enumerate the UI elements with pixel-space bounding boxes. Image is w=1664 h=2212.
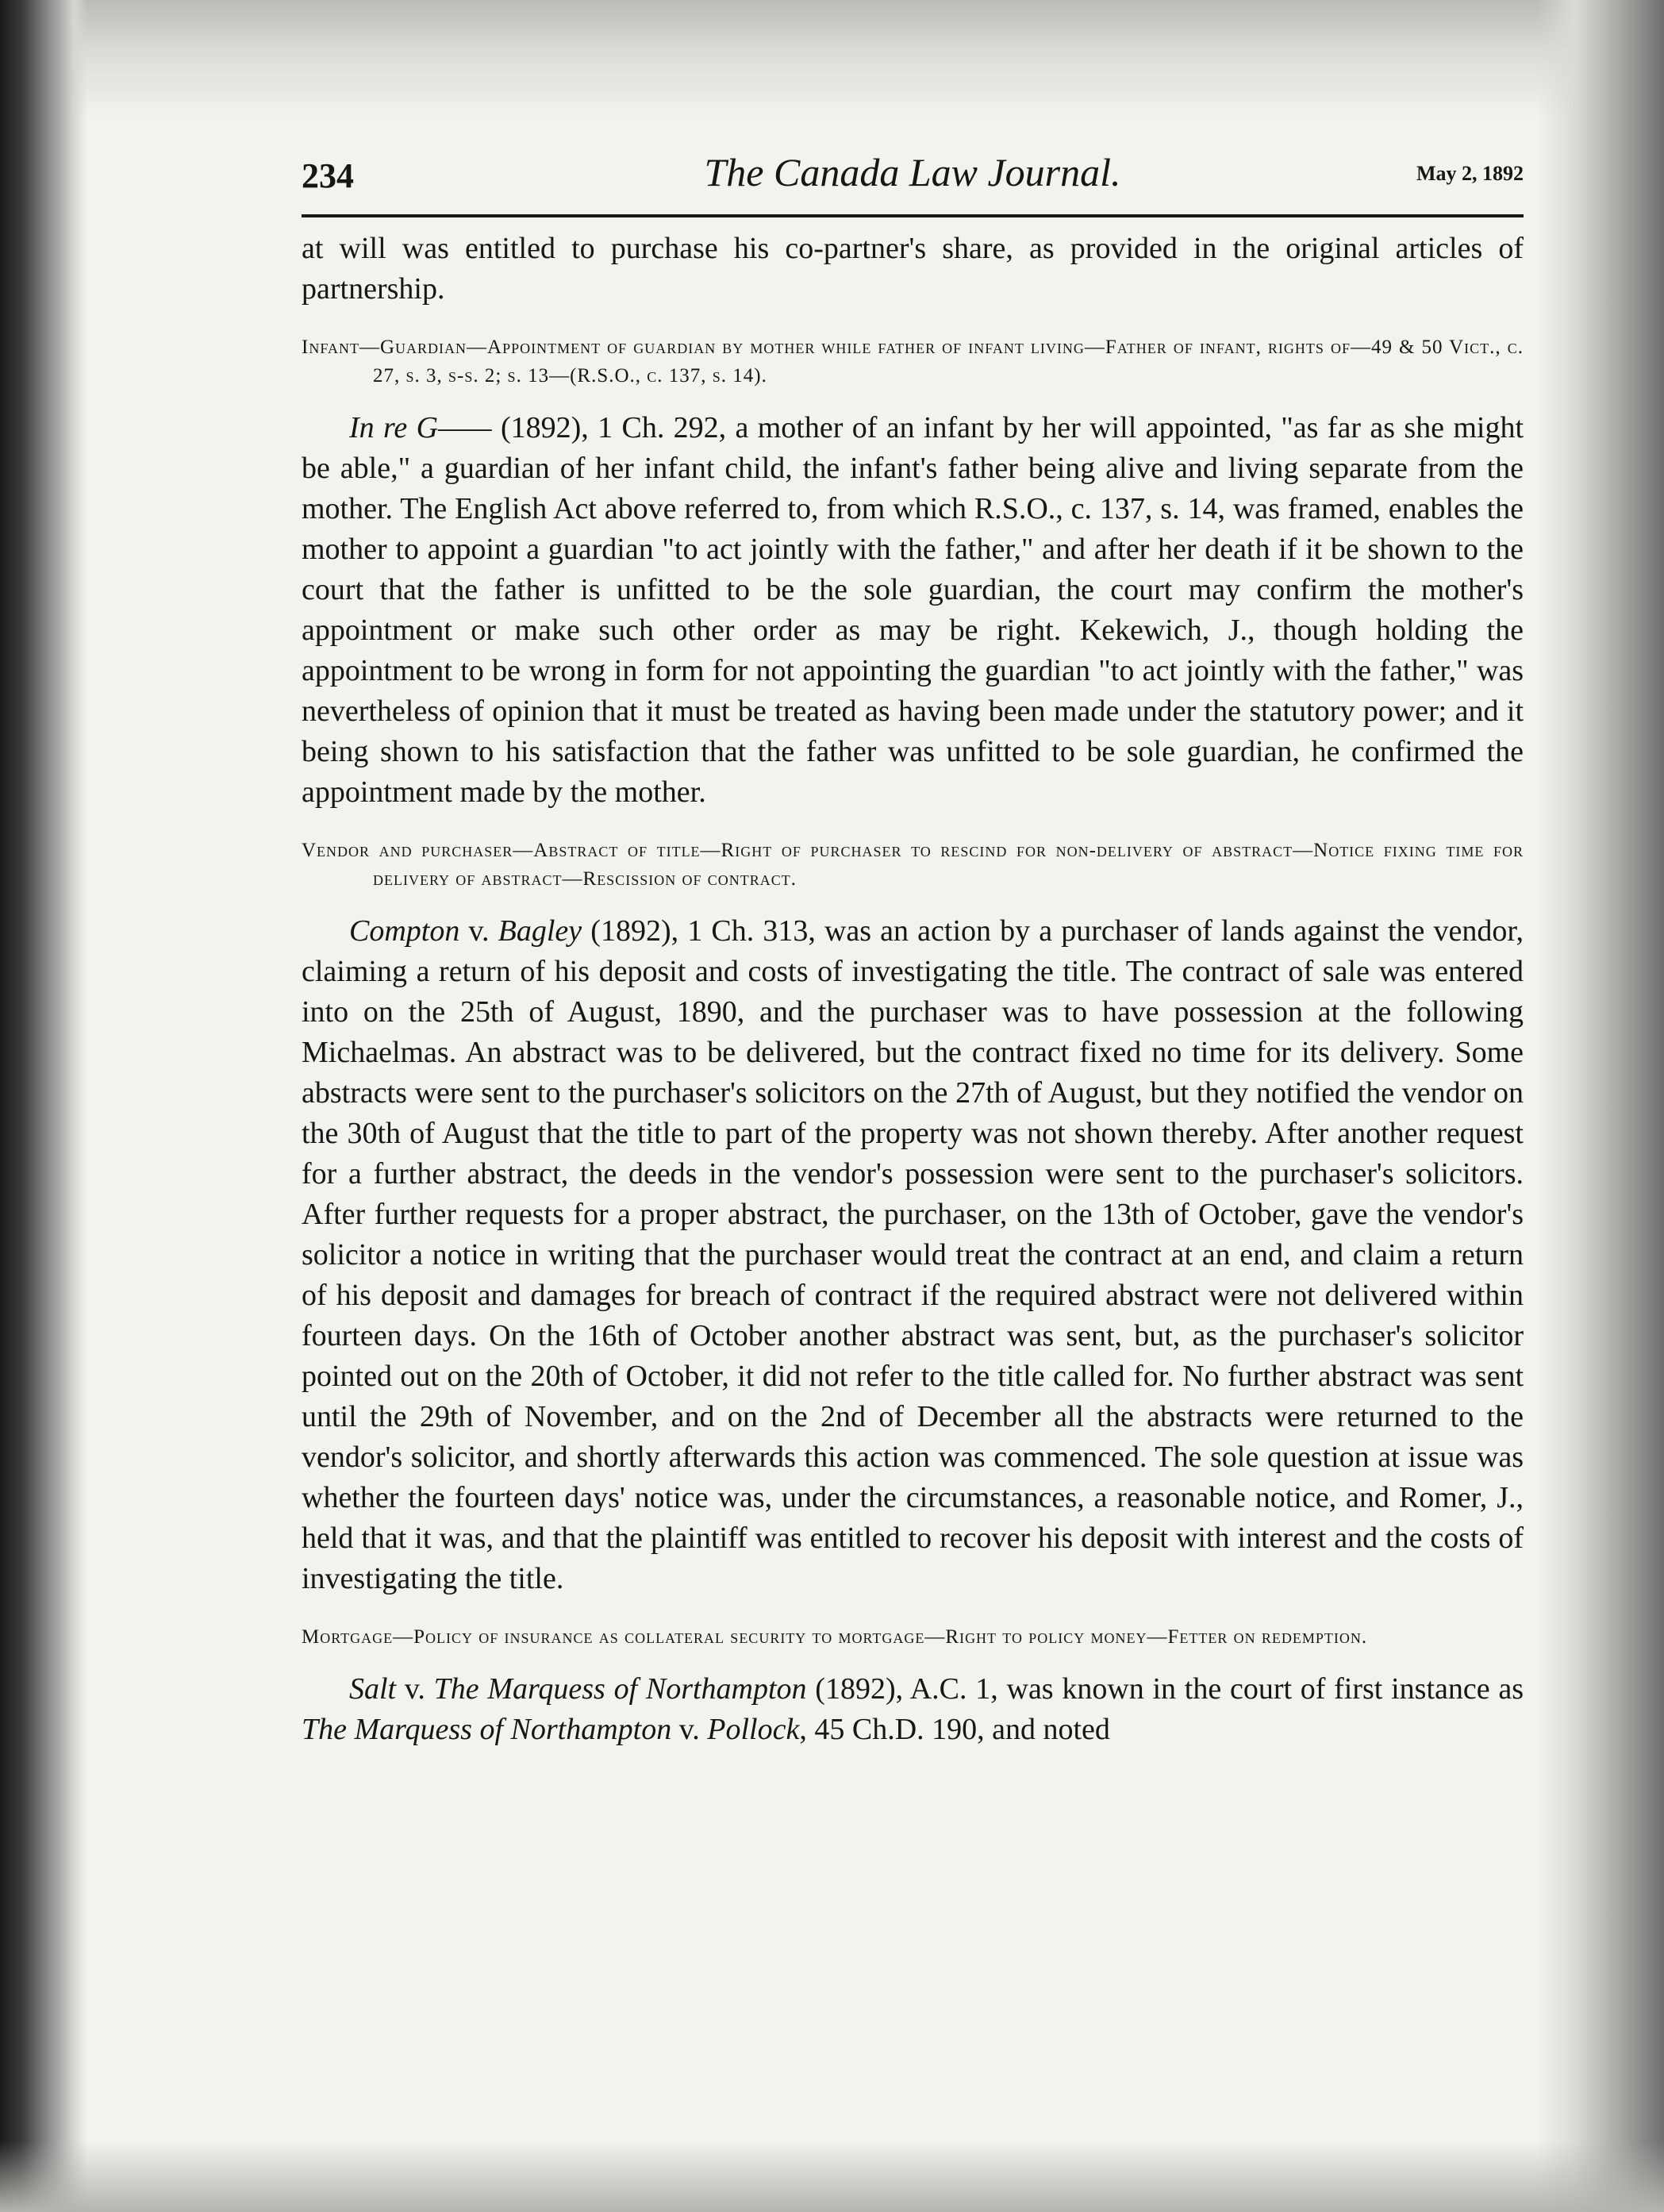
- scan-bottom-edge: [0, 2141, 1664, 2212]
- paragraph-text: (1892), A.C. 1, was known in the court of first instance as: [806, 1672, 1524, 1706]
- page-header: [302, 143, 1524, 214]
- case-name-plaintiff-first-instance: The Marquess of Northampton: [302, 1713, 672, 1746]
- case-name-defendant: Bagley: [498, 914, 582, 948]
- section-paragraph-mortgage: [302, 1669, 1524, 1750]
- opening-paragraph: at will was entitled to purchase his co-partner's share, as provided in the original articles of partnership.: [302, 232, 1524, 306]
- scan-right-edge: [1537, 0, 1664, 2212]
- case-name-plaintiff: Salt: [349, 1672, 397, 1706]
- paragraph-text: (1892), 1 Ch. 313, was an action by a purchaser of lands against the vendor, claiming a return of his deposit and costs of investigating the title. The contract of sale was entered into on the 25th of August, 1890, and the purchaser was to have possession at the following Michaelmas. An abstract was to be delivered, but the contract fixed no time for its delivery. Some abstracts were sent to the purchaser's solicitors on the 27th of August, but they notified the vendor on the 30th of August that the title to part of the property was not shown thereby. After another request for a further abstract, the deeds in the vendor's possession were sent to the purchaser's solicitors. After further requests for a proper abstract, the purchaser, on the 13th of October, gave the vendor's solicitor a notice in writing that the purchaser would treat the contract at an end, and claim a return of his deposit and damages for breach of contract if the required abstract were not delivered within fourteen days. On the 16th of October another abstract was sent, but, as the purchaser's solicitor pointed out on the 20th of October, it did not refer to the title called for. No further abstract was sent until the 29th of November, and on the 2nd of December all the abstracts were returned to the vendor's solicitor, and shortly afterwards this action was commenced. The sole question at issue was whether the fourteen days' notice was, under the circumstances, a reasonable notice, and Romer, J., held that it was, and that the plaintiff was entitled to recover his deposit with interest and the costs of investigating the title.: [302, 914, 1524, 1595]
- paragraph-text: (1892), 1 Ch. 292, a mother of an infant by her will appointed, "as far as she might be able," a guardian of her infant child, the infant's father being alive and living separate from the mother. The English Act above referred to, from which R.S.O., c. 137, s. 14, was framed, enables the mother to appoint a guardian "to act jointly with the father," and after her death if it be shown to the court that the father is unfitted to be the sole guardian, the court may confirm the mother's appointment or make such other order as may be right. Kekewich, J., though holding the appointment to be wrong in form for not appointing the guardian "to act jointly with the father," was nevertheless of opinion that it must be treated as having been made under the statutory power; and it being shown to his satisfaction that the father was unfitted to be sole guardian, he confirmed the appointment made by the mother.: [302, 411, 1524, 809]
- journal-title: The Canada Law Journal.: [704, 150, 1121, 194]
- header-rule: [302, 214, 1524, 217]
- scan-left-edge: [0, 0, 87, 2212]
- section-paragraph-vendor-purchaser: [302, 911, 1524, 1599]
- case-versus: v.: [396, 1672, 434, 1706]
- section-paragraph-infant-guardian: [302, 408, 1524, 813]
- case-versus: v.: [671, 1713, 708, 1746]
- case-name-defendant-first-instance: Pollock: [707, 1713, 800, 1746]
- section-heading-vendor-purchaser: Vendor and purchaser—Abstract of title—Right of purchaser to rescind for non-delivery of abstract—Notice fixing time for delivery of abstract—Rescission of contract.: [302, 840, 1524, 890]
- case-versus: v.: [459, 914, 498, 948]
- section-heading-mortgage: Mortgage—Policy of insurance as collateral security to mortgage—Right to policy money—Fetter on redemption.: [302, 1626, 1368, 1648]
- journal-page: [302, 143, 1524, 1750]
- issue-date: May 2, 1892: [1416, 162, 1524, 185]
- case-name-plaintiff: Compton: [349, 914, 460, 948]
- scan-top-shadow: [0, 0, 1664, 119]
- paragraph-text: , 45 Ch.D. 190, and noted: [799, 1713, 1110, 1746]
- case-name: In re G——: [349, 411, 492, 444]
- page-number: 234: [302, 156, 354, 195]
- case-name-defendant: The Marquess of Northampton: [433, 1672, 807, 1706]
- section-heading-infant-guardian: Infant—Guardian—Appointment of guardian by mother while father of infant living—Father of infant, rights of—49 & 50 Vict., c. 27, s. 3, s-s. 2; s. 13—(R.S.O., c. 137, s. 14).: [302, 337, 1524, 387]
